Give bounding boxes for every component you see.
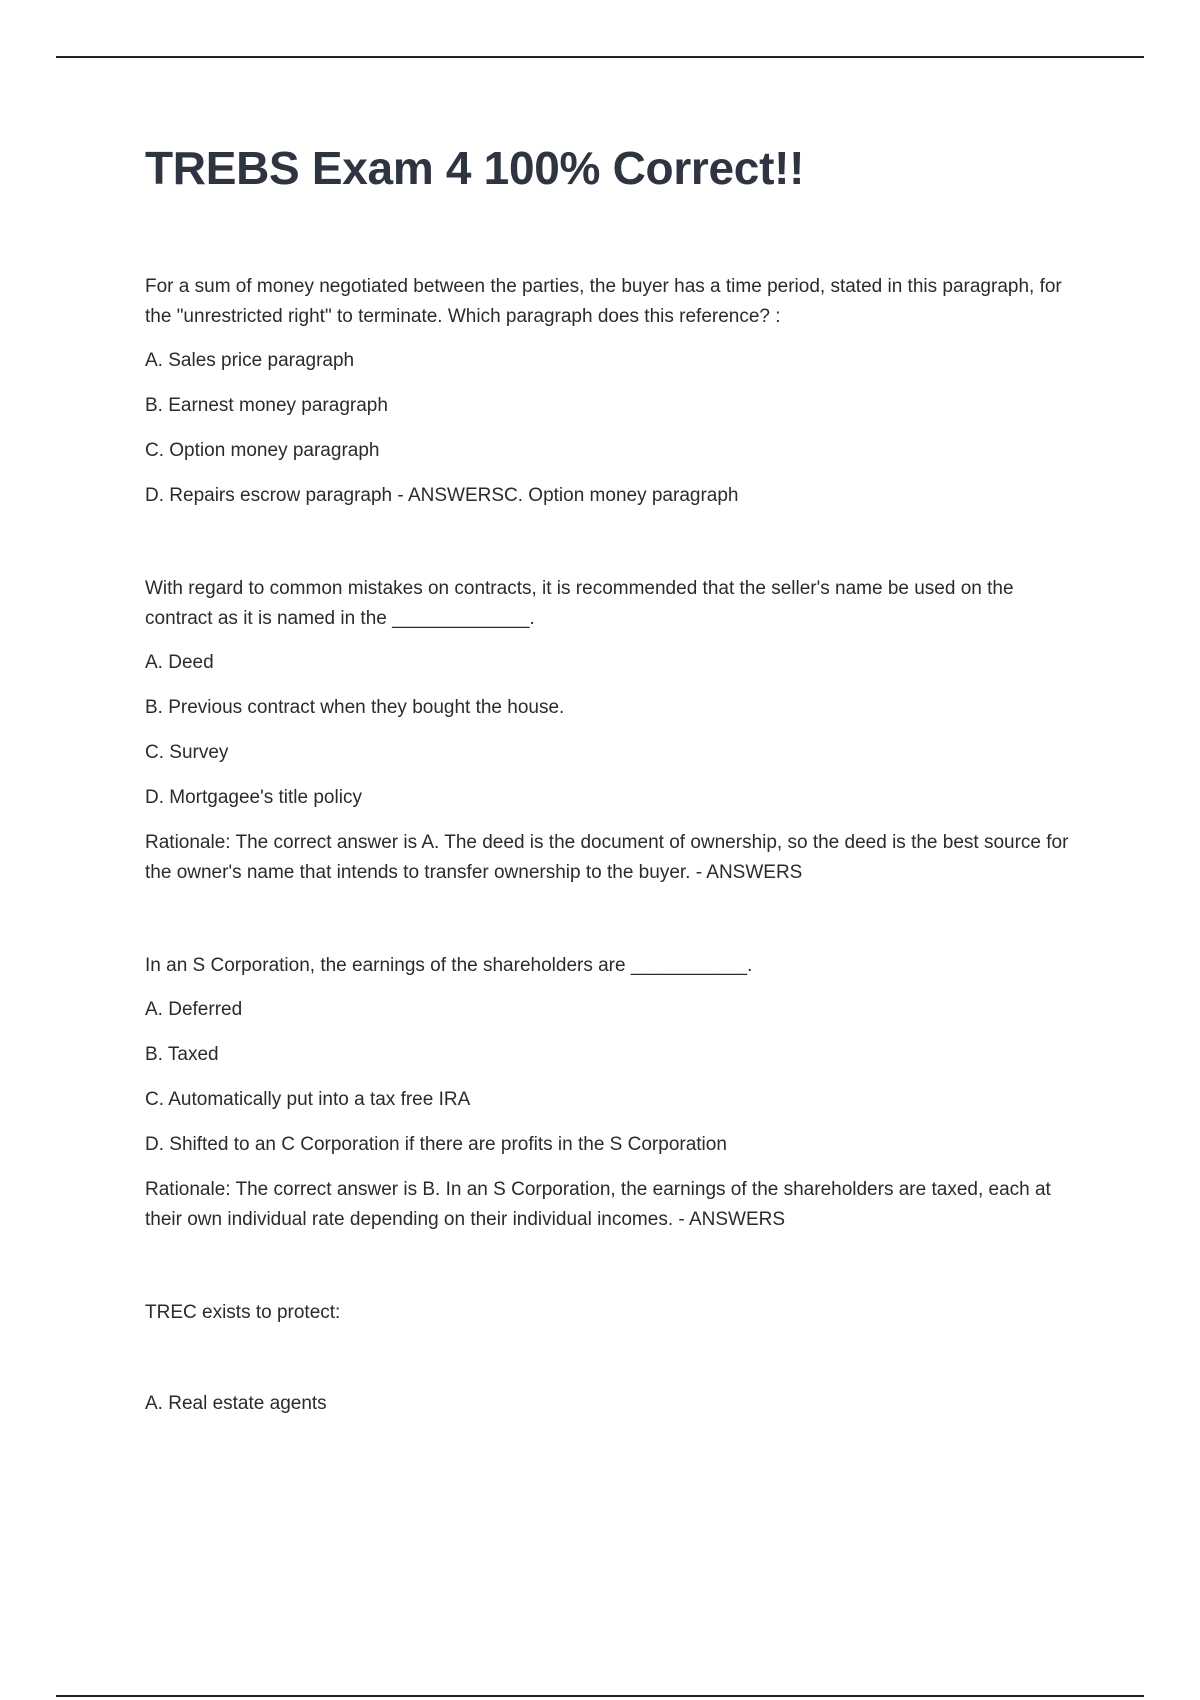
answer-option-a: A. Deferred	[145, 999, 243, 1020]
rationale-text: Rationale: The correct answer is B. In an S Corporation, the earnings of the shareholders are taxed, each at their own individual rate depending on their individual incomes. - ANSWERS	[145, 1179, 1051, 1230]
question-text: In an S Corporation, the earnings of the shareholders are ___________.	[145, 955, 753, 976]
answer-option-c: C. Survey	[145, 742, 229, 763]
document-body	[145, 140, 1085, 1434]
answer-option-a: A. Real estate agents	[145, 1393, 327, 1414]
answer-option-c: C. Option money paragraph	[145, 440, 380, 461]
question-block-1	[145, 272, 1085, 511]
answer-option-b: B. Taxed	[145, 1044, 219, 1065]
answer-option-d: D. Mortgagee's title policy	[145, 787, 362, 808]
question-text: TREC exists to protect:	[145, 1302, 341, 1323]
answer-option-a: A. Deed	[145, 652, 214, 673]
answer-option-c: C. Automatically put into a tax free IRA	[145, 1089, 471, 1110]
question-text: For a sum of money negotiated between the parties, the buyer has a time period, stated in this paragraph, for the "unrestricted right" to terminate. Which paragraph does this reference? :	[145, 276, 1062, 327]
bottom-rule	[56, 1695, 1144, 1697]
top-rule	[56, 56, 1144, 58]
question-block-4	[145, 1298, 1085, 1419]
answer-option-a: A. Sales price paragraph	[145, 350, 355, 371]
page-title: TREBS Exam 4 100% Correct!!	[145, 142, 805, 194]
question-block-2	[145, 574, 1085, 888]
question-text: With regard to common mistakes on contracts, it is recommended that the seller's name be used on the contract as it is named in the _____________.	[145, 578, 1014, 629]
answer-option-b: B. Earnest money paragraph	[145, 395, 388, 416]
answer-option-b: B. Previous contract when they bought the house.	[145, 697, 565, 718]
answer-option-d: D. Shifted to an C Corporation if there are profits in the S Corporation	[145, 1134, 727, 1155]
question-block-3	[145, 951, 1085, 1235]
rationale-text: Rationale: The correct answer is A. The deed is the document of ownership, so the deed is the best source for the owner's name that intends to transfer ownership to the buyer. - ANSWERS	[145, 832, 1069, 883]
answer-option-d: D. Repairs escrow paragraph - ANSWERSC. Option money paragraph	[145, 485, 739, 506]
